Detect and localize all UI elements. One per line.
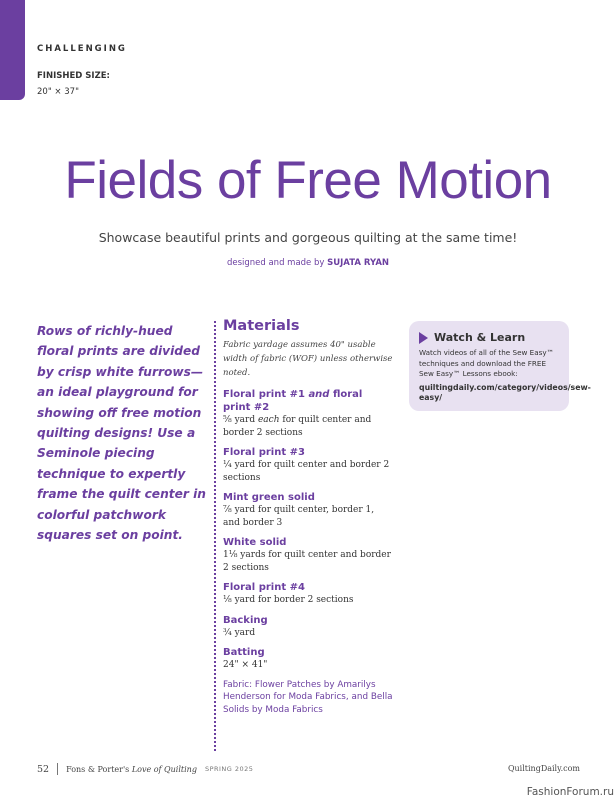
byline-prefix: designed and made by [226, 258, 325, 268]
material-name: White solid [223, 537, 287, 548]
watch-learn-header [419, 331, 561, 344]
material-name: Backing [223, 614, 268, 626]
material-name: Floral print #4 [223, 582, 305, 593]
material-item [223, 491, 393, 529]
magazine-title: Love of Quilting [131, 764, 197, 774]
materials-list [223, 388, 393, 672]
material-desc: 24" × 41" [223, 660, 268, 670]
watermark: FashionForum.ru [526, 786, 614, 798]
material-item [223, 581, 393, 607]
intro-text: Rows of richly-hued floral prints are divided by crisp white furrows—an ideal playground for showing off free motion quilting designs! Use a Seminole piecing technique to expertly frame the quilt center in colorful patchwork squares set on point. [37, 324, 206, 543]
material-desc: 1⅛ yards for quilt center and border 2 sections [223, 550, 391, 573]
material-name: Floral print #3 [223, 447, 305, 458]
play-icon [419, 332, 428, 344]
material-desc: ⅞ yard for quilt center, border 1, and border 3 [223, 505, 375, 528]
subtitle: Showcase beautiful prints and gorgeous quilting at the same time! [98, 230, 518, 245]
magazine-name [66, 765, 197, 774]
material-item [223, 446, 393, 484]
material-desc: ⅝ yard each for quilt center and border 2 sections [223, 415, 372, 438]
watch-learn-box [409, 321, 591, 411]
issue-date: SPRING 2025 [204, 765, 254, 773]
materials-title: Materials [223, 318, 300, 334]
page-number: 52 [37, 763, 50, 775]
finished-size-label: FINISHED SIZE: [37, 71, 110, 81]
byline [0, 258, 616, 268]
sew-easy-link[interactable]: quiltingdaily.com/category/videos/sew-easy/ [419, 382, 591, 402]
watch-learn-title: Watch & Learn [434, 331, 526, 344]
watch-learn-body: Watch videos of all of the Sew Easy™ techniques and download the FREE Sew Easy™ Lessons ebook: [419, 348, 554, 378]
material-name: Mint green solid [223, 492, 315, 503]
material-item [223, 388, 393, 439]
column-divider [214, 321, 216, 751]
materials-note: Fabric yardage assumes 40" usable width of fabric (WOF) unless otherwise noted. [223, 340, 393, 378]
chapter-tab [0, 0, 25, 100]
material-desc: ⅛ yard for border 2 sections [223, 595, 354, 605]
skill-level: CHALLENGING [37, 44, 127, 54]
finished-size-value: 20" × 37" [37, 87, 79, 97]
materials-section [223, 318, 393, 716]
website[interactable]: QuiltingDaily.com [507, 764, 580, 773]
material-name: Batting [223, 647, 265, 658]
fabric-note: Fabric: Flower Patches by Amarilys Henderson for Moda Fabrics, and Bella Solids by Moda Fabrics [223, 679, 393, 715]
material-item [223, 646, 393, 672]
material-desc: ¾ yard [223, 627, 256, 638]
footer [37, 763, 253, 775]
material-item [223, 614, 393, 640]
magazine-prefix: Fons & Porter's [66, 764, 130, 774]
designer-name: SUJATA RYAN [327, 258, 390, 268]
footer-separator [57, 763, 58, 775]
material-name: Floral print #1 and floral print #2 [223, 389, 363, 413]
material-desc: ¼ yard for quilt center and border 2 sections [223, 460, 390, 483]
page-title: Fields of Free Motion [64, 151, 552, 210]
material-item [223, 536, 393, 574]
